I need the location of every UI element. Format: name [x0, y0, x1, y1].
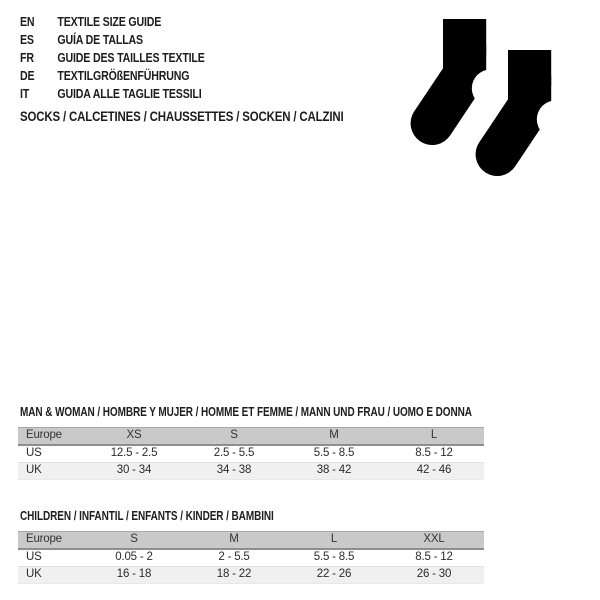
column-header-l: L	[330, 533, 338, 546]
language-code: FR	[20, 51, 34, 65]
table-cell: 42 - 46	[416, 464, 452, 477]
table-cell: 8.5 - 12	[415, 551, 453, 564]
column-header-s: S	[230, 429, 238, 442]
guide-title-es: GUÍA DE TALLAS	[57, 33, 143, 47]
table-cell: 16 - 18	[116, 568, 152, 581]
language-row-en	[20, 13, 205, 31]
language-row-fr	[20, 49, 205, 67]
table-cell: 38 - 42	[316, 464, 352, 477]
table-cell: 22 - 26	[316, 568, 352, 581]
category-line: SOCKS / CALCETINES / CHAUSSETTES / SOCKEN / CALZINI	[20, 109, 344, 124]
table-cell: 34 - 38	[216, 464, 252, 477]
row-label: UK	[26, 568, 42, 581]
column-header-xs: XS	[126, 429, 142, 442]
size-table-children	[18, 531, 484, 584]
table-cell: 5.5 - 8.5	[313, 551, 355, 564]
language-code: DE	[20, 69, 35, 83]
column-header-l: L	[430, 429, 438, 442]
table-title-man-woman: MAN & WOMAN / HOMBRE Y MUJER / HOMME ET FEMME / MANN UND FRAU / UOMO E DONNA	[20, 405, 472, 419]
column-header-s: S	[130, 533, 138, 546]
table-cell: 0.05 - 2	[115, 551, 153, 564]
row-label: UK	[26, 464, 42, 477]
size-table-man-woman	[18, 427, 484, 480]
guide-title-it: GUIDA ALLE TAGLIE TESSILI	[57, 87, 202, 101]
table-row-us	[18, 550, 484, 567]
column-header-xxl: XXL	[423, 533, 445, 546]
row-label: US	[26, 447, 42, 460]
table-cell: 12.5 - 2.5	[110, 447, 158, 460]
column-header-m: M	[329, 429, 339, 442]
language-title-list	[20, 13, 205, 103]
sock-right	[497, 46, 574, 155]
table-cell: 26 - 30	[416, 568, 452, 581]
table-cell: 5.5 - 8.5	[313, 447, 355, 460]
guide-title-fr: GUIDE DES TAILLES TEXTILE	[57, 51, 205, 65]
row-label: US	[26, 551, 42, 564]
language-code: IT	[20, 87, 30, 101]
column-header-europe: Europe	[26, 533, 62, 546]
table-row-uk	[18, 567, 484, 584]
table-header-row	[18, 531, 484, 550]
column-header-m: M	[229, 533, 239, 546]
table-cell: 8.5 - 12	[415, 447, 453, 460]
column-header-europe: Europe	[26, 429, 62, 442]
language-row-de	[20, 67, 205, 85]
table-row-us	[18, 446, 484, 463]
table-title-children: CHILDREN / INFANTIL / ENFANTS / KINDER / BAMBINI	[20, 509, 274, 523]
language-row-it	[20, 85, 205, 103]
table-header-row	[18, 427, 484, 446]
socks-icon	[398, 8, 576, 186]
guide-title-en: TEXTILE SIZE GUIDE	[57, 15, 162, 29]
language-row-es	[20, 31, 205, 49]
table-cell: 2.5 - 5.5	[213, 447, 255, 460]
table-row-uk	[18, 463, 484, 480]
table-cell: 2 - 5.5	[218, 551, 250, 564]
table-cell: 18 - 22	[216, 568, 252, 581]
guide-title-de: TEXTILGRÖßENFÜHRUNG	[57, 69, 190, 83]
table-cell: 30 - 34	[116, 464, 152, 477]
language-code: EN	[20, 15, 35, 29]
language-code: ES	[20, 33, 34, 47]
